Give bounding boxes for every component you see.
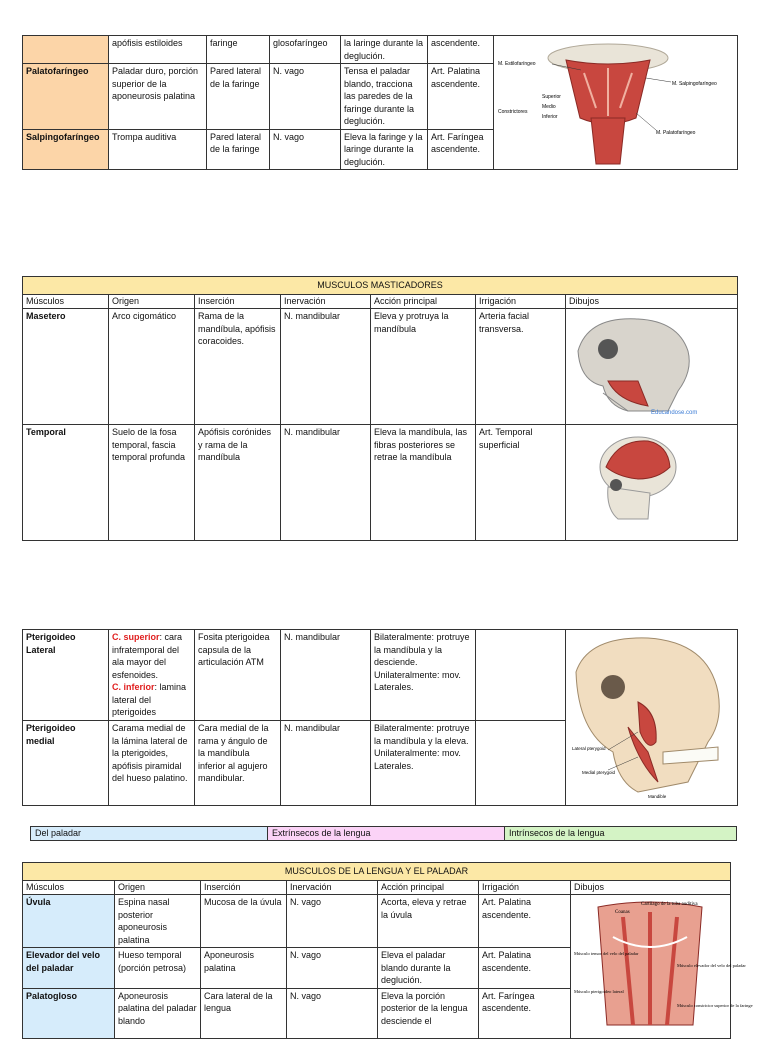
muscle-name-cell: Elevador del velo del paladar [23,948,115,989]
insertion-cell: Pared lateral de la faringe [207,129,270,170]
salpingofaringeo-label: M. Salpingofaríngeo [672,81,717,87]
elevator-veli-label: Músculo elevador del velo del paladar [677,963,746,968]
irrigation-cell: Art. Palatina ascendente. [428,64,494,130]
masseter-skull-illustration [568,311,734,421]
irrigation-cell: Art. Faríngea ascendente. [428,129,494,170]
legend-extrinsic-tongue: Extrínsecos de la lengua [268,827,505,840]
mandible-label: Mandible [648,794,667,799]
origin-inferior-label: C. inferior [112,682,155,692]
tongue-palate-muscles-table [22,862,753,1039]
irrigation-cell: Art. Palatina ascendente. [479,948,571,989]
action-cell: Acorta, eleva y retrae la úvula [378,895,479,948]
origin-cell: Carama medial de la lámina lateral de la pterigoides, apófisis piramidal del hueso palatino. [109,721,195,806]
column-header: Inserción [195,295,281,309]
palatofaringeo-label: M. Palatofaríngeo [656,130,696,136]
inferior-label: Inferior [542,114,558,120]
muscle-name-cell: Temporal [23,425,109,541]
insertion-cell: Rama de la mandíbula, apófisis coracoides. [195,309,281,425]
origin-cell [109,630,195,721]
innervation-cell: N. mandibular [281,425,371,541]
column-header: Origen [115,881,201,895]
action-cell: Eleva la porción posterior de la lengua desciende el [378,988,479,1038]
insertion-cell: faringe [207,36,270,64]
masseter-figure-cell [566,309,738,425]
column-header: Dibujos [571,881,731,895]
irrigation-cell: ascendente. [428,36,494,64]
pterygoid-skull-illustration [568,632,734,802]
column-header: Irrigación [479,881,571,895]
action-cell: Tensa el paladar blando, tracciona las paredes de la faringe durante la deglución. [341,64,428,130]
color-legend [30,826,737,841]
origin-superior-label: C. superior [112,632,160,642]
coanas-label: Coanas [615,910,630,915]
pterygoid-lateral-label: Músculo pterigoideo lateral [574,989,624,994]
palate-figure-cell [571,895,753,1039]
muscle-name-cell: Palatogloso [23,988,115,1038]
masticatory-muscles-table [22,276,738,541]
insertion-cell: Cara medial de la rama y ángulo de la mandíbula inferior al agujero mandibular. [195,721,281,806]
muscle-name-cell: Palatofaríngeo [23,64,109,130]
constrictor-superior-label: Músculo constrictor superior de la faringe [677,1003,753,1008]
column-header: Inervación [287,881,378,895]
column-header: Irrigación [476,295,566,309]
action-cell: la laringe durante la deglución. [341,36,428,64]
constrictores-label: Constrictores [498,109,528,115]
innervation-cell: N. vago [287,895,378,948]
action-cell: Eleva la faringe y la laringe durante la deglución. [341,129,428,170]
muscle-name-cell: Masetero [23,309,109,425]
tuba-auditiva-label: Cartílago de la tuba auditiva [641,902,698,907]
origin-inferior-text: : lamina lateral del pterigoides [112,682,187,717]
muscle-name-cell: Úvula [23,895,115,948]
origin-cell: Paladar duro, porción superior de la aponeurosis palatina [109,64,207,130]
column-header: Acción principal [378,881,479,895]
irrigation-cell: Art. Temporal superficial [476,425,566,541]
innervation-cell: N. mandibular [281,630,371,721]
innervation-cell: N. vago [287,988,378,1038]
column-header: Inervación [281,295,371,309]
action-cell: Bilateralmente: protruye la mandíbula y la desciende. Unilateralmente: mov. Laterales. [371,630,476,721]
table-title: MUSCULOS DE LA LENGUA Y EL PALADAR [23,863,731,881]
origin-cell: apófisis estiloides [109,36,207,64]
insertion-cell: Fosita pterigoidea capsula de la articulación ATM [195,630,281,721]
action-cell: Bilateralmente: protruye la mandíbula y la eleva. Unilateralmente: mov. Laterales. [371,721,476,806]
insertion-cell: Apófisis corónides y rama de la mandíbula [195,425,281,541]
column-header: Origen [109,295,195,309]
irrigation-cell: Arteria facial transversa. [476,309,566,425]
insertion-cell: Mucosa de la úvula [201,895,287,948]
pharynx-illustration [496,38,734,164]
origin-cell: Arco cigomático [109,309,195,425]
muscle-name-cell: Pterigoideo Lateral [23,630,109,721]
legend-intrinsic-tongue: Intrínsecos de la lengua [505,827,736,840]
muscle-name-cell: Pterigoideo medial [23,721,109,806]
medio-label: Medio [542,104,556,110]
action-cell: Eleva la mandíbula, las fibras posteriores se retrae la mandíbula [371,425,476,541]
lateral-pterygoid-label: Lateral pterygoid [572,746,606,751]
medial-pterygoid-label: Medial pterygoid [582,770,616,775]
pharynx-figure-cell [494,36,738,170]
origin-cell: Hueso temporal (porción petrosa) [115,948,201,989]
palate-illustration [573,897,753,1025]
innervation-cell: N. vago [287,948,378,989]
origin-cell: Espina nasal posterior aponeurosis palatina [115,895,201,948]
pterygoid-figure-cell [566,630,738,806]
irrigation-cell: Art. Faríngea ascendente. [479,988,571,1038]
origin-cell: Suelo de la fosa temporal, fascia temporal profunda [109,425,195,541]
column-header: Inserción [201,881,287,895]
pharynx-muscles-table [22,35,738,170]
innervation-cell: N. vago [270,129,341,170]
temporal-figure-cell [566,425,738,541]
origin-superior-text: : cara infratemporal del ala mayor del esfenoides. [112,632,183,680]
legend-palate: Del paladar [31,827,268,840]
watermark-text: Educandose.com [651,410,698,416]
innervation-cell: N. vago [270,64,341,130]
irrigation-cell [476,630,566,721]
insertion-cell: Cara lateral de la lengua [201,988,287,1038]
tensor-veli-label: Músculo tensor del velo del paladar [574,951,639,956]
action-cell: Eleva el paladar blando durante la deglución. [378,948,479,989]
irrigation-cell: Art. Palatina ascendente. [479,895,571,948]
superior-label: Superior [542,94,561,100]
irrigation-cell [476,721,566,806]
column-header: Dibujos [566,295,738,309]
action-cell: Eleva y protruya la mandíbula [371,309,476,425]
muscle-name-cell: Salpingofaríngeo [23,129,109,170]
muscle-name-cell [23,36,109,64]
origin-cell: Trompa auditiva [109,129,207,170]
innervation-cell: N. mandibular [281,721,371,806]
column-header: Músculos [23,295,109,309]
estilofaringeo-label: M. Estilofaríngeo [498,61,536,67]
column-header: Músculos [23,881,115,895]
innervation-cell: N. mandibular [281,309,371,425]
innervation-cell: glosofaríngeo [270,36,341,64]
table-title: MUSCULOS MASTICADORES [23,277,738,295]
insertion-cell: Aponeurosis palatina [201,948,287,989]
column-header: Acción principal [371,295,476,309]
temporal-skull-illustration [568,427,734,537]
origin-cell: Aponeurosis palatina del paladar blando [115,988,201,1038]
insertion-cell: Pared lateral de la faringe [207,64,270,130]
pterygoid-muscles-table [22,629,738,806]
